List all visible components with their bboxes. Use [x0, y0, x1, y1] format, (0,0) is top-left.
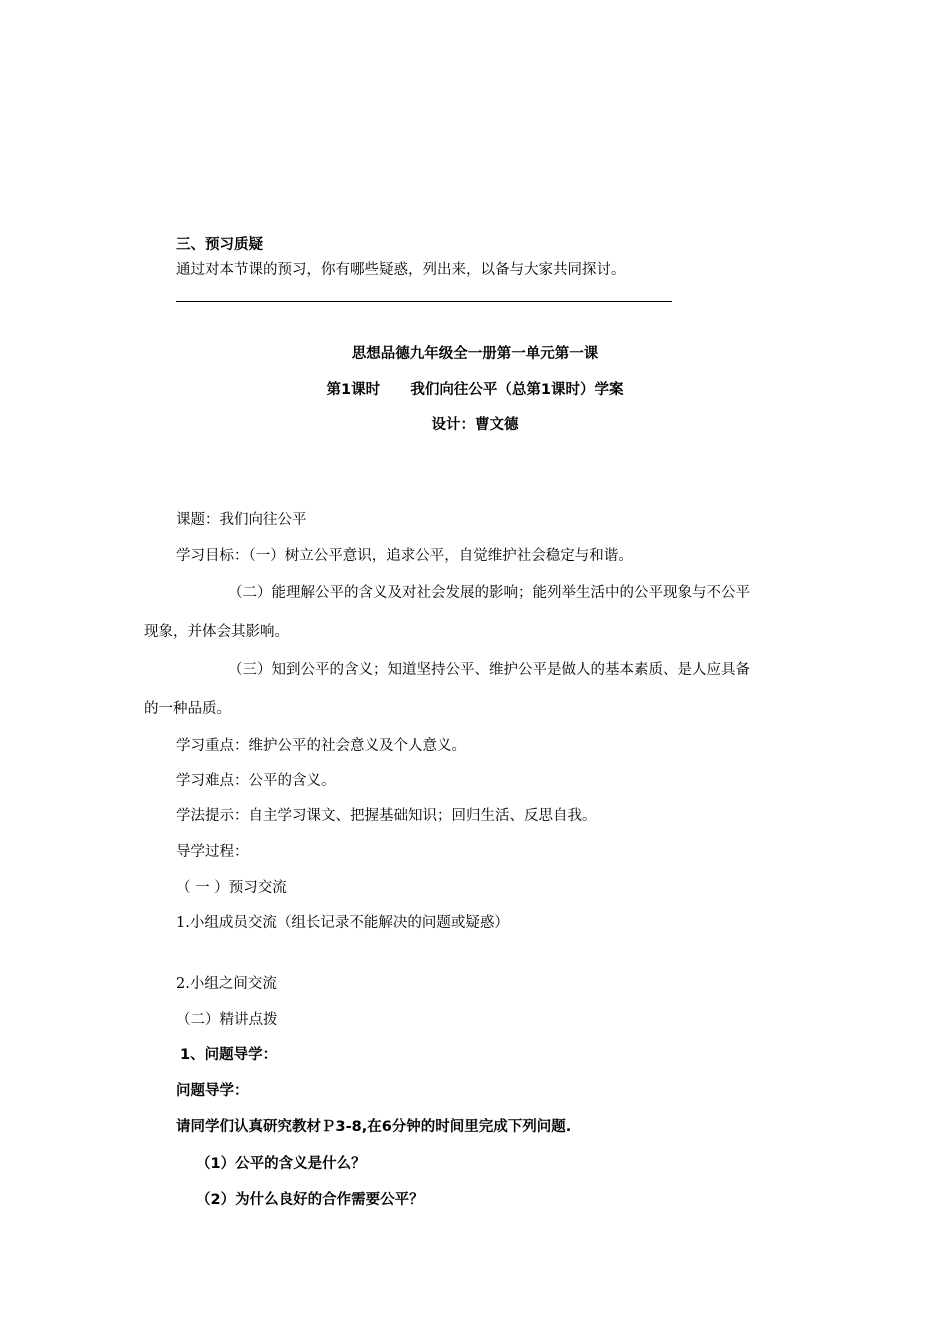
step-1: （ 一 ）预习交流: [176, 880, 287, 896]
question-instruction: 请同学们认真研究教材Ｐ3-8,在6分钟的时间里完成下列问题.: [176, 1119, 572, 1135]
topic-line: 课题：我们向往公平: [176, 512, 307, 528]
method-hint: 学法提示：自主学习课文、把握基础知识；回归生活、反思自我。: [176, 808, 597, 824]
goal-1: 学习目标：（一）树立公平意识，追求公平，自觉维护社会稳定与和谐。: [176, 548, 633, 564]
answer-line: [176, 301, 672, 302]
goal-3: （三）知到公平的含义；知道坚持公平、维护公平是做人的基本素质、是人应具备: [228, 662, 750, 678]
step-1-item-1: 1.小组成员交流（组长记录不能解决的问题或疑惑）: [176, 915, 509, 931]
step-2: （二）精讲点拨: [176, 1012, 278, 1028]
doc-subtitle: 第1课时 我们向往公平（总第1课时）学案: [326, 382, 624, 398]
doc-title: 思想品德九年级全一册第一单元第一课: [351, 346, 599, 362]
section-heading-preview: 三、预习质疑: [176, 237, 263, 253]
goal-2-cont: 现象，并体会其影响。: [144, 624, 289, 640]
process-heading: 导学过程：: [176, 844, 249, 860]
difficulty: 学习难点：公平的含义。: [176, 773, 336, 789]
question-heading-2: 问题导学：: [176, 1083, 249, 1099]
key-point: 学习重点：维护公平的社会意义及个人意义。: [176, 738, 466, 754]
step-1-item-2: 2.小组之间交流: [176, 976, 277, 992]
question-heading-1: 1、问题导学：: [180, 1047, 278, 1063]
goal-3-cont: 的一种品质。: [144, 701, 231, 717]
goal-2: （二）能理解公平的含义及对社会发展的影响；能列举生活中的公平现象与不公平: [228, 585, 750, 601]
doc-author: 设计：曹文德: [431, 417, 519, 433]
preview-instruction: 通过对本节课的预习，你有哪些疑惑，列出来，以备与大家共同探讨。: [176, 262, 626, 278]
question-1: （1）公平的含义是什么？: [196, 1156, 366, 1172]
question-2: （2）为什么良好的合作需要公平？: [196, 1192, 424, 1208]
